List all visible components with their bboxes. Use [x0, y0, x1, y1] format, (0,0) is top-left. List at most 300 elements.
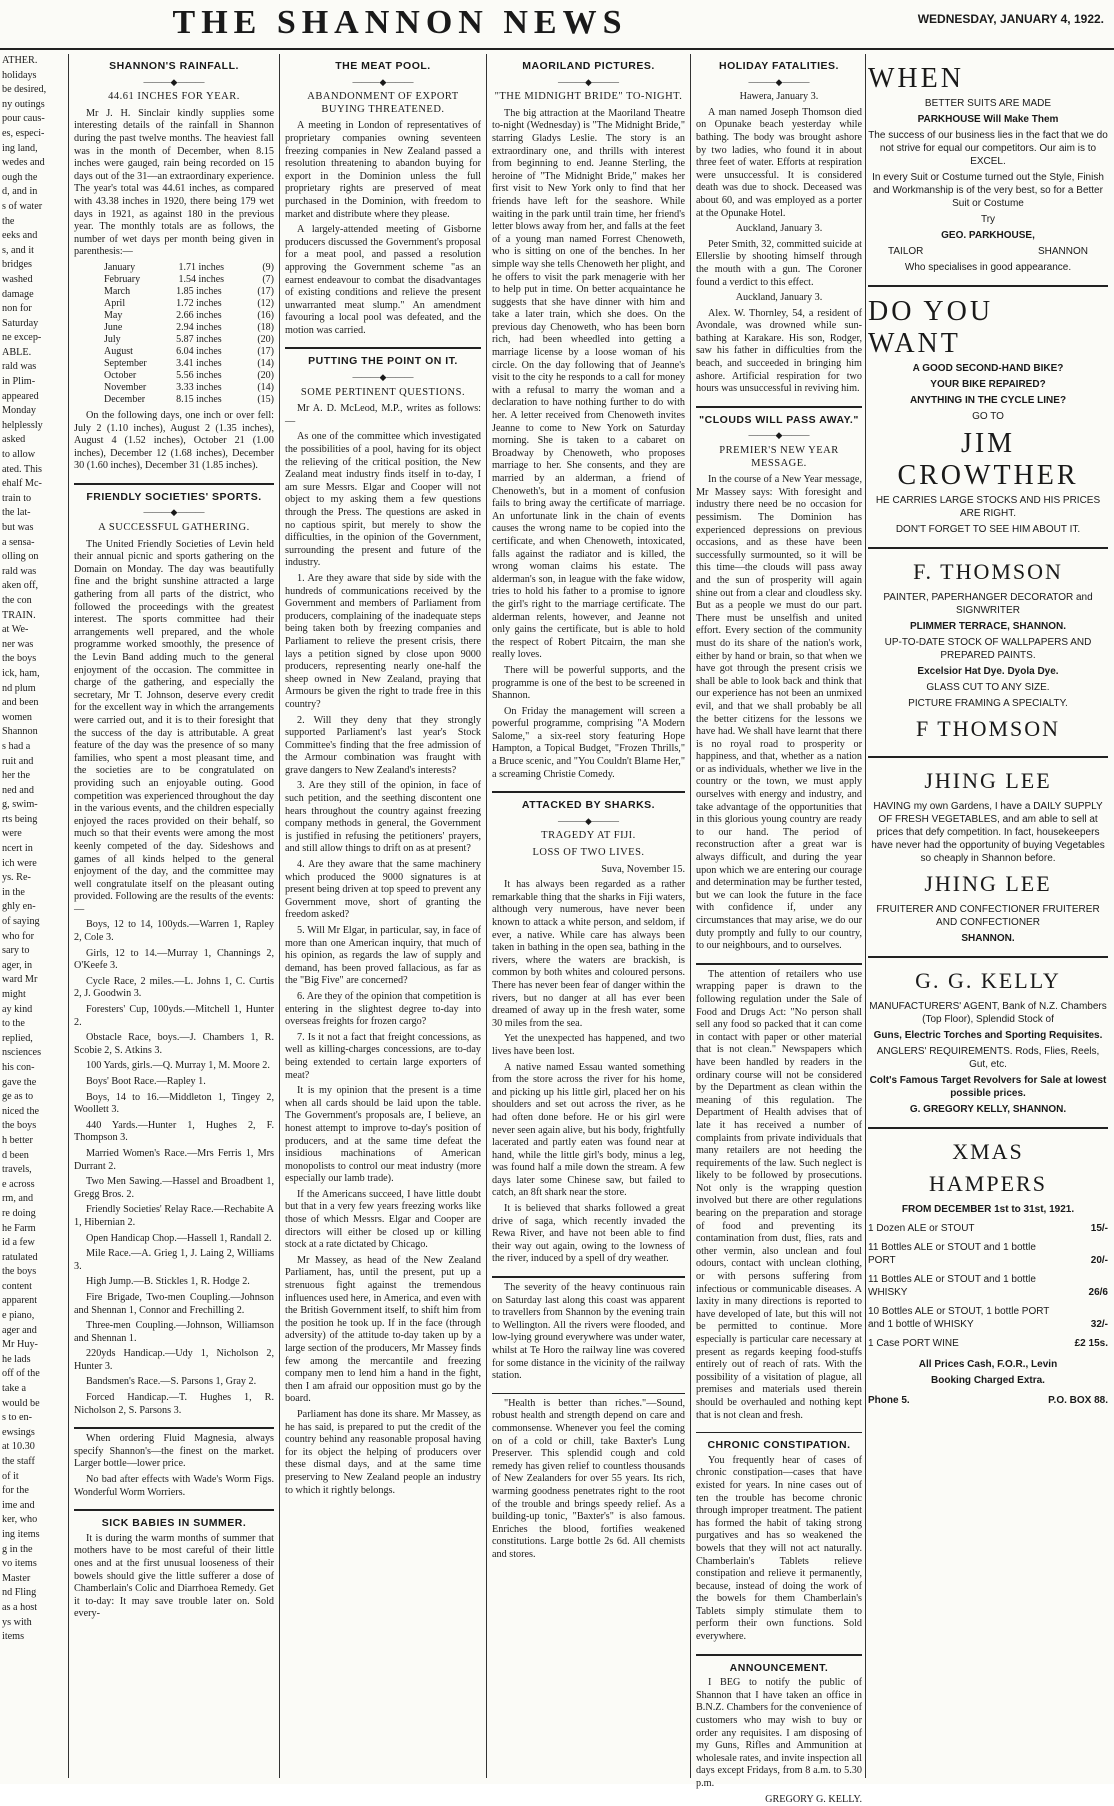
- sports-result: Married Women's Race.—Mrs Ferris 1, Mrs Durrant 2.: [74, 1147, 274, 1172]
- fragment-line: sary to: [2, 945, 30, 957]
- fragment-line: he lads: [2, 1353, 31, 1365]
- sports-result: Cycle Race, 2 miles.—L. Johns 1, C. Curtis 2, J. Goodwin 3.: [74, 975, 274, 1000]
- rainfall-cell: June: [104, 321, 123, 333]
- fragment-line: ing items: [2, 1528, 40, 1540]
- fragment-line: rm, and: [2, 1193, 34, 1205]
- fragment-line: asked: [2, 434, 26, 446]
- fragment-line: ge as to: [2, 1091, 34, 1103]
- divider: [492, 791, 685, 793]
- fragment-line: h better: [2, 1134, 33, 1146]
- sharks-subheading-2: LOSS OF TWO LIVES.: [532, 847, 645, 859]
- ornament: ———◆———: [143, 76, 205, 87]
- fragment-line: items: [2, 1631, 25, 1643]
- hamper-price: 26/6: [1088, 1287, 1108, 1298]
- hamper-description: 1 Case PORT WINE: [868, 1338, 959, 1349]
- advert-text: BETTER SUITS ARE MADE: [924, 98, 1052, 109]
- ornament: ———◆———: [748, 76, 810, 87]
- fragment-line: might: [2, 989, 26, 1000]
- fragment-line: content: [2, 1280, 32, 1292]
- fragment-line: e across: [2, 1178, 35, 1190]
- rainfall-row: [104, 262, 274, 274]
- divider: [74, 483, 274, 485]
- rainfall-row: [104, 310, 274, 322]
- point-heading: PUTTING THE POINT ON IT.: [308, 355, 458, 368]
- advert-text: Try: [980, 214, 996, 225]
- fragment-line: travels,: [2, 1164, 32, 1176]
- rainfall-cell: 5.56 inches: [176, 369, 222, 381]
- rainfall-cell: May: [104, 309, 123, 321]
- fragment-line: to the: [2, 1018, 25, 1030]
- meat-text-2: A largely-attended meeting of Gisborne producers discussed the Government's proposal for a meat pool, and passed a resolution approving the Government scheme "as an earnest endeavour to combat the disadvantages of existing conditions and relieve the present unwarranted meat slump." An amendment favouring a local pool was defeated, and the motion was carried.: [285, 224, 481, 336]
- column-rule: [68, 54, 69, 1778]
- maoriland-text: The big attraction at the Maoriland Theatre to-night (Wednesday) is "The Midnight Bride," starring Gladys Leslie. The story is an extraordinary one, and thrills with interest from beginning to end. Jeanne Sterling, the heroine of "The Midnight Bride," makes her first visit to New York only to find that her friends have left for the seashore. While waiting in the park until train time, her friend's letter blows away from her, and falls at the feet of a young man named Forrest Chenoweth, who is sitting on one of the benches. In her simple way she tells Chenoweth her plight, and he offers to visit the park menagerie with her to help put in time. On better acquaintance he suggests that she have dinner with him and take a later train, which she does. On the previous day Chenoweth, who has been born rich, had been wheedled into getting a marriage license by a loose woman of his circle. On the day following that of Jeanne's visit to the city he responds to a call for money with a refusal to marry the woman and a declaration to have nothing further to do with her. A letter received from Chenoweth invites Jeanne to come to New York on Saturday morning. She is taken to a cabaret on Broadway by Chenoweth, who proposes marriage to her. She consents, and they are married by an alderman, a friend of Chenoweth's, but in a moment of confusion fails to bring away the certificate of marriage. An unfortunate link in the chain of events causes the wrong name to be copied into the certificate, and when Chenoweth, intoxicated, falls against the radiator and is killed, the wrong woman claims his estate. The alderman's son, in league with the fake widow, tries to hold his father to a promise to ignore the girl's right to the marriage certificate. The alderman relents, however, and Jeanne not only gains the certificate, but is able to hold the respect of Robert Pitcairn, the man she really loves.: [492, 107, 685, 661]
- advert-headline: JHING LEE: [924, 768, 1052, 793]
- point-subheading: SOME PERTINENT QUESTIONS.: [300, 386, 466, 398]
- fragment-line: non for: [2, 303, 32, 315]
- fragment-line: s of water: [2, 200, 43, 212]
- fragment-line: bridges: [2, 259, 32, 271]
- advert-text: HE CARRIES LARGE STOCKS AND HIS PRICES ARE RIGHT.: [875, 495, 1101, 519]
- fragment-line: holidays: [2, 69, 37, 81]
- fragment-line: ager and: [2, 1324, 37, 1336]
- fragment-line: his con-: [2, 1061, 35, 1073]
- fragment-line: replied,: [2, 1032, 33, 1044]
- ornament: ———◆———: [143, 507, 205, 518]
- fragment-line: g, swim-: [2, 799, 38, 811]
- rainfall-cell: March: [104, 285, 131, 297]
- rainfall-heading: SHANNON'S RAINFALL.: [109, 60, 239, 72]
- maoriland-text-3: On Friday the management will screen a powerful programme, comprising "A Modern Salome," a six-reel story featuring Hope Hampton, a Topical Budget, "Frozen Thrills," a Bruce scenic, and "You Couldn't Blame Her," a screaming Christie Comedy.: [492, 705, 685, 780]
- advert-text: Booking Charged Extra.: [931, 1375, 1045, 1386]
- fragment-line: ratulated: [2, 1251, 38, 1263]
- advert-text: All Prices Cash, F.O.R., Levin: [918, 1359, 1058, 1370]
- meat-text: A meeting in London of representatives of proprietary companies owning seventeen freezing companies in New Zealand passed a resolution threatening to abandon buying for export in the Dominion unless the full proprietary rights are preserved of meat purchased in the Dominion, with freedom to market and distribute where they please.: [285, 120, 481, 220]
- fragment-line: nsciences: [2, 1047, 42, 1059]
- sports-result: Two Men Sawing.—Hassel and Broadbent 1, Gregg Bros. 2.: [74, 1176, 274, 1200]
- sports-result: Obstacle Race, boys.—J. Chambers 1, R. Scobie 2, S. Atkins 3.: [74, 1032, 274, 1056]
- sports-result: Boys, 14 to 16.—Middleton 1, Tingey 2, Woollett 3.: [74, 1091, 274, 1116]
- fragment-line: at 10.30: [2, 1441, 35, 1453]
- phone-number: Phone 5.: [868, 1395, 910, 1406]
- fragment-line: ay kind: [2, 1003, 33, 1015]
- holiday-dateline-3: Auckland, January 3.: [735, 292, 823, 304]
- announcement-text: I BEG to notify the public of Shannon that I have taken an office in B.N.Z. Chambers for the convenience of customers who may wish to buy or order any requisites. I am disposing of my Guns, Rifles and Ammunition at wholesale rates, and invite inspection all days except Fridays, from 8 a.m. to 5.30 p.m.: [696, 1677, 862, 1789]
- rainfall-cell: (14): [257, 381, 274, 393]
- sports-result: Fire Brigade, Two-men Coupling.—Johnson and Shennan 1, Connor and Frechilling 2.: [74, 1291, 274, 1316]
- ornament: ———◆———: [748, 430, 810, 441]
- divider: [492, 1393, 685, 1394]
- point-text: Mr A. D. McLeod, M.P., writes as follows:—: [285, 403, 481, 427]
- advert-headline: HAMPERS: [929, 1171, 1047, 1196]
- advert-text: Guns, Electric Torches and Sporting Requisites.: [873, 1030, 1103, 1041]
- fragment-line: of it: [2, 1470, 19, 1482]
- advert-footer: [868, 1395, 1108, 1406]
- point-text-3: It is my opinion that the present is a time when all cards should be laid upon the table. The Government's proposals are, I believe, an honest attempt to improve to-day's position of producers, and at the same time defeat the insidious machinations of American monopolists to control our meat industry (more especially our lamb trade).: [285, 1085, 481, 1185]
- sports-result: 220yds Handicap.—Udy 1, Nicholson 2, Hunter 3.: [74, 1348, 274, 1372]
- constipation-text: You frequently hear of cases of chronic constipation—cases that have existed for years. In nine cases out of ten the trouble has become chronic through improper treatment. The patient has formed the habit of taking strong purgatives and has so weakened the bowels that they will not act naturally. Chamberlain's Tablets relieve constipation and relieve it permanently, because, instead of doing the work of the bowels for them Chamberlain's Tablets simply stimulate them to perform their own functions. Sold everywhere.: [696, 1454, 862, 1643]
- fragment-line: Monday: [2, 405, 36, 417]
- point-text-5: Mr Massey, as head of the New Zealand Parliament, has, until the present, put up a strenuous fight against the tremendous influences used here, in America, and even with the British Government itself, to shift him from the position he took up. If in the face (through adversity) of the attitude to-day taken up by a large section of the producers, Mr Massey finds few among the mercantile and freezing company men to lend him a hand in the fight, then I am afraid our opposition must go by the board.: [285, 1254, 481, 1405]
- fragment-line: s had a: [2, 740, 31, 752]
- ornament: ———◆———: [558, 76, 619, 87]
- advert-text: PLIMMER TERRACE, SHANNON.: [909, 621, 1067, 632]
- fragment-line: but was: [2, 522, 34, 533]
- fragment-line: be desired,: [2, 84, 47, 96]
- fragment-line: ned and: [2, 784, 34, 796]
- fragment-line: the: [2, 215, 15, 227]
- meat-subheading: ABANDONMENT OF EXPORT BUYING THREATENED.: [307, 91, 459, 115]
- rainfall-cell: October: [104, 369, 137, 381]
- fragment-line: Shannon: [2, 726, 38, 738]
- divider: [696, 406, 862, 408]
- advert-text: PARKHOUSE Will Make Them: [917, 114, 1059, 125]
- clouds-subheading: PREMIER'S NEW YEAR MESSAGE.: [719, 445, 839, 469]
- rainfall-row: [104, 358, 274, 370]
- rainfall-cell: 3.33 inches: [176, 381, 222, 393]
- holiday-text: A man named Joseph Thomson died on Opunake beach yesterday while bathing. The body was brought ashore by two ladies, who found it in about three feet of water. Efforts at respiration were unsuccessful. It is considered death was due to shock. Deceased was about 60, and was employed as a porter at the Opunake Hotel.: [696, 106, 862, 219]
- fragment-line: the boys: [2, 653, 37, 665]
- rainfall-cell: 1.85 inches: [176, 285, 222, 297]
- advert-text: FROM DECEMBER 1st to 31st, 1921.: [901, 1204, 1075, 1215]
- sports-result: Three-men Coupling.—Johnson, Williamson and Shennan 1.: [74, 1320, 274, 1344]
- rainfall-cell: (20): [257, 369, 274, 381]
- fragment-line: her the: [2, 770, 31, 782]
- advert-text: GEO. PARKHOUSE,: [941, 230, 1035, 241]
- rainfall-cell: (15): [257, 393, 274, 405]
- sports-results: [74, 919, 274, 1417]
- fragment-line: ich were: [2, 857, 37, 869]
- rainfall-cell: September: [104, 357, 147, 369]
- advert-text: Colt's Famous Target Revolvers for Sale at lowest possible prices.: [869, 1075, 1107, 1099]
- announcement-heading: ANNOUNCEMENT.: [729, 1661, 829, 1674]
- advert-text: SHANNON.: [961, 933, 1015, 944]
- rain-text: The severity of the heavy continuous rain on Saturday last along this coast was apparent to travellers from Shannon by the evening train to Wellington. All the rivers were flooded, and low-lying ground everywhere was under water, whilst at Te Horo the railway line was covered for some distance in the vicinity of the railway station.: [492, 1282, 685, 1382]
- fragment-column: [2, 54, 64, 1778]
- sports-result: Open Handicap Chop.—Hassell 1, Randall 2.: [86, 1232, 272, 1244]
- fragment-line: and been: [2, 697, 39, 709]
- fragment-line: nd Fling: [2, 1587, 37, 1599]
- divider: [696, 963, 862, 965]
- fragment-line: Mr Huy-: [2, 1339, 38, 1351]
- sports-result: Friendly Societies' Relay Race.—Rechabite A 1, Hibernian 2.: [74, 1204, 274, 1228]
- fragment-line: ehalf Mc-: [2, 478, 42, 490]
- rainfall-cell: 5.87 inches: [176, 333, 222, 345]
- fragment-line: d been: [2, 1149, 29, 1161]
- column-rule: [279, 54, 280, 1778]
- fragment-line: ABLE.: [2, 346, 32, 358]
- advert-tailor-line: [868, 245, 1108, 258]
- maoriland-text-2: There will be powerful supports, and the programme is one of the best to be screened in Shannon.: [492, 664, 685, 702]
- sports-result: Mile Race.—A. Grieg 1, J. Laing 2, Williams 3.: [74, 1248, 274, 1272]
- point-question-1: 1. Are they aware that side by side with the hundreds of communications received by the Government and members of Parliament from producers, complaining of the inadequate steps being taken both by freezing companies and Parliament to relieve the present crisis, there lays a petition signed by close upon 9000 producers, representing nearly one-half the sheep owned in New Zealand, praying that Armours be given the right to trade free in this country?: [285, 572, 481, 710]
- rainfall-cell: 6.04 inches: [176, 345, 222, 357]
- point-question-6: 6. Are they of the opinion that competition is entering in the slightest degree to-day into overseas freights for frozen cargo?: [285, 990, 481, 1028]
- divider: [696, 1654, 862, 1656]
- constipation-heading: CHRONIC CONSTIPATION.: [707, 1439, 851, 1452]
- column-4: [696, 54, 862, 1805]
- sports-result: Boys, 12 to 14, 100yds.—Warren 1, Rapley 2, Cole 3.: [74, 919, 274, 944]
- rainfall-cell: 2.66 inches: [176, 309, 222, 321]
- holiday-text-3: Alex. W. Thornley, 54, a resident of Avondale, was drowned while sun-bathing at Karakare. His son, Rodger, saw his father in difficulties from the beach, and succeeded in bringing him ashore. Artificial respiration for two hours was unsuccessful in reviving him.: [696, 307, 862, 395]
- fragment-line: off of the: [2, 1368, 40, 1380]
- sharks-heading: ATTACKED BY SHARKS.: [521, 799, 656, 812]
- rainfall-row: [104, 394, 274, 406]
- ornament: ———◆———: [558, 815, 619, 826]
- fragment-line: as a host: [2, 1601, 38, 1613]
- advert-headline: F THOMSON: [915, 716, 1061, 741]
- point-text-6: Parliament has done its share. Mr Massey, as he has said, is prepared to put the credit of the country behind any reasonable proposal having for its object the helping of producers over these dismal days, and at the same time preserving to New Zealand people an industry to which it rightly belongs.: [285, 1408, 481, 1496]
- sports-result: Forced Handicap.—T. Hughes 1, R. Nicholson 2, S. Parsons 3.: [74, 1392, 274, 1416]
- sharks-subheading: TRAGEDY AT FIJI.: [541, 830, 636, 842]
- advert-text: G. GREGORY KELLY, SHANNON.: [909, 1104, 1067, 1115]
- fragment-line: rts being: [2, 813, 38, 825]
- fragment-line: eeks and: [2, 230, 38, 242]
- rainfall-cell: August: [104, 345, 133, 357]
- fragment-line: the boys: [2, 1266, 37, 1278]
- fragment-line: gave the: [2, 1076, 37, 1088]
- advert-headline: DO YOU: [868, 296, 994, 327]
- rainfall-cell: (16): [257, 309, 274, 321]
- fragment-line: at We-: [2, 624, 29, 636]
- fragment-line: for the: [2, 1485, 29, 1497]
- fragment-line: washed: [2, 273, 33, 285]
- advert-text: Who specialises in good appearance.: [904, 262, 1072, 273]
- rainfall-text: Mr J. H. Sinclair kindly supplies some interesting details of the rainfall in Shannon during the past twelve months. The heaviest fall was in the month of December, when 8.15 inches were gauged, rain being recorded on 15 days out of the 31—an extraordinary experience. The year's total was 44.61 inches, as compared with 43.38 inches in 1920, there being 179 wet days in 1921, as against 180 in the previous year. The monthly totals are as follows, the number of wet days per month being given in parenthesis:—: [74, 107, 274, 258]
- fragment-line: d, and in: [2, 186, 38, 198]
- sports-result: High Jump.—B. Stickles 1, R. Hodge 2.: [86, 1276, 250, 1288]
- rainfall-cell: December: [104, 393, 146, 405]
- point-text-4: If the Americans succeed, I have little doubt but that in a very few years freezing works like those of which Messrs. Elgar and Cooper are directors will either be closed up or killing stock at a rate dictated by Chicago.: [285, 1188, 481, 1251]
- advert-text: The success of our business lies in the fact that we do not strive for equal our competitors. Our aim is to EXCEL.: [868, 130, 1108, 167]
- point-question-4: 4. Are they aware that the same machinery which produced the 9000 signatures is at present being driven at top speed to prevent any Government move, short of granting the freedom asked?: [285, 859, 481, 921]
- fragment-line: the lat-: [2, 507, 31, 519]
- advert-headline: CROWTHER: [897, 460, 1079, 491]
- fragment-line: ruit and: [2, 755, 34, 767]
- advert-text: HAVING my own Gardens, I have a DAILY SUPPLY OF FRESH VEGETABLES, and am able to sell at prices that defy competition. In fact, housekeepers have never had the opportunity of buying Vegetables so cheaply in Shannon before.: [871, 801, 1105, 864]
- fragment-line: of saying: [2, 916, 40, 928]
- advert-headline: WANT: [868, 328, 961, 359]
- fragment-line: ward Mr: [2, 974, 38, 986]
- sports-result: Bandsmen's Race.—S. Parsons 1, Gray 2.: [86, 1376, 257, 1388]
- rainfall-cell: 2.94 inches: [176, 321, 222, 333]
- hamper-price-list: [868, 1222, 1108, 1350]
- advert-text: A GOOD SECOND-HAND BIKE?: [912, 363, 1064, 374]
- fragment-line: ated. This: [2, 463, 42, 475]
- fragment-line: women: [2, 711, 32, 723]
- hamper-item: [868, 1305, 1108, 1331]
- fragment-line: pour caus-: [2, 113, 45, 125]
- advert-text: YOUR BIKE REPAIRED?: [930, 379, 1046, 390]
- hamper-description: 11 Bottles ALE or STOUT and 1 bottle WHISKY: [868, 1274, 1036, 1298]
- fragment-line: ncert in: [2, 843, 33, 855]
- rainfall-cell: April: [104, 297, 126, 309]
- rainfall-row: [104, 286, 274, 298]
- fragment-line: g in the: [2, 1543, 33, 1555]
- rainfall-table: [104, 262, 274, 406]
- rainfall-cell: 1.71 inches: [178, 261, 225, 273]
- rainfall-row: [104, 274, 274, 286]
- fragment-line: ys. Re-: [2, 872, 31, 884]
- sharks-text-2: Yet the unexpected has happened, and two lives have been lost.: [492, 1033, 685, 1057]
- jhing-lee-advert: [868, 758, 1108, 958]
- fragment-line: take a: [2, 1383, 27, 1395]
- fragment-line: Saturday: [2, 317, 39, 329]
- po-box: P.O. BOX 88.: [1048, 1395, 1108, 1406]
- fragment-line: vo items: [2, 1558, 37, 1570]
- fragment-line: in the: [2, 886, 25, 898]
- thomson-advert: [868, 549, 1108, 758]
- magnesia-notice: When ordering Fluid Magnesia, always specify Shannon's—the finest on the market. Larger bottle—lower price.: [74, 1433, 274, 1470]
- fragment-line: id a few: [2, 1237, 35, 1249]
- advert-text: DON'T FORGET TO SEE HIM ABOUT IT.: [895, 524, 1081, 535]
- divider: [696, 1432, 862, 1433]
- fragment-line: Master: [2, 1572, 31, 1584]
- fragment-line: ny outings: [2, 98, 45, 110]
- clouds-heading: "CLOUDS WILL PASS AWAY.": [699, 413, 859, 426]
- hamper-item: [868, 1222, 1108, 1235]
- advert-text: MANUFACTURERS' AGENT, Bank of N.Z. Chambers (Top Floor), Splendid Stock of: [869, 1001, 1107, 1025]
- divider: [285, 347, 481, 349]
- fragment-line: ys with: [2, 1616, 32, 1628]
- announcement-signature: GREGORY G. KELLY.: [765, 1793, 862, 1805]
- hamper-description: 11 Bottles ALE or STOUT and 1 bottle PORT: [868, 1242, 1036, 1266]
- advert-headline: XMAS: [952, 1139, 1024, 1164]
- advert-text: GLASS CUT TO ANY SIZE.: [926, 682, 1050, 693]
- fragment-line: a sensa-: [2, 536, 35, 548]
- fragment-line: re doing: [2, 1207, 36, 1219]
- sharks-dateline: Suva, November 15.: [601, 863, 685, 875]
- fragment-line: he Farm: [2, 1222, 36, 1234]
- rainfall-cell: July: [104, 333, 121, 345]
- rainfall-cell: 1.54 inches: [178, 273, 225, 285]
- advert-headline: F. THOMSON: [913, 559, 1063, 584]
- advert-text: FRUITERER AND CONFECTIONER FRUITERER AND CONFECTIONER: [876, 904, 1100, 928]
- rainfall-cell: February: [104, 273, 141, 285]
- fragment-line: in Plim-: [2, 376, 36, 388]
- rainfall-cell: 8.15 inches: [176, 393, 222, 405]
- fragment-line: ATHER.: [2, 55, 38, 66]
- rainfall-cell: November: [104, 381, 147, 393]
- advert-text: PAINTER, PAPERHANGER DECORATOR and SIGNWRITER: [883, 592, 1093, 616]
- rainfall-cell: January: [104, 261, 136, 273]
- rainfall-subheading: 44.61 INCHES FOR YEAR.: [108, 91, 240, 103]
- advert-text: ANGLERS' REQUIREMENTS. Rods, Flies, Reels, Gut, etc.: [876, 1046, 1100, 1070]
- fragment-line: TRAIN.: [2, 609, 36, 621]
- advert-text: SHANNON: [1037, 246, 1088, 257]
- fragment-line: rald was: [2, 565, 37, 577]
- fragment-line: were: [2, 828, 22, 840]
- column-rule: [690, 54, 691, 1778]
- advert-text: GO TO: [972, 411, 1004, 422]
- fragment-line: s, and it: [2, 244, 34, 256]
- divider: [74, 1427, 274, 1429]
- retail-text: The attention of retailers who use wrapping paper is drawn to the following regulation under the Sale of Food and Drugs Act: "No person shall sell any food so packed that it can come in contact with paper or other material that is not clean." Newspapers which have been handled by readers in the ordinary course will not be considered by the Department as clean within the meaning of this regulation. The Department of Health advises that of late it has received a number of complaints from private individuals that many retailers are not heeding the requirements of the law. Such neglect is likely to be followed by prosecutions. Not only is the wrapping question involved but there are other regulations bearing on the preparation and storage of food and preventing its contamination from dust, flies, rats and other vermin, also unclean and foul odours, contact with unclean clothing, or with persons suffering from infectious or communicable diseases. A laxity in many directions is reported to have developed of late, but this will not be permitted to continue. More especially is particular care necessary at present as regards keeping food-stuffs entirely out of reach of rats. With the possibility of a visitation of plague, all premises and materials used therein should be overhauled and nothing kept that is not clean and fresh.: [696, 968, 862, 1421]
- rainfall-cell: 1.72 inches: [176, 297, 222, 309]
- fragment-line: ner was: [2, 638, 34, 650]
- hamper-item: [868, 1273, 1108, 1299]
- hamper-item: [868, 1241, 1108, 1267]
- rainfall-cell: (7): [262, 273, 274, 285]
- rainfall-cell: (17): [257, 345, 274, 357]
- fragment-line: rald was: [2, 361, 37, 373]
- rainfall-row: [104, 382, 274, 394]
- fragment-line: would be: [2, 1397, 40, 1409]
- fragment-line: ker, who: [2, 1514, 38, 1526]
- advert-text: TAILOR: [888, 246, 924, 257]
- rainfall-cell: 3.41 inches: [176, 357, 222, 369]
- rainfall-row: [104, 370, 274, 382]
- hamper-description: 10 Bottles ALE or STOUT, 1 bottle PORT and 1 bottle of WHISKY: [868, 1306, 1050, 1330]
- rainfall-cell: (18): [257, 321, 274, 333]
- fragment-line: apparent: [2, 1295, 38, 1307]
- column-3: [492, 54, 685, 1778]
- advert-text: UP-TO-DATE STOCK OF WALLPAPERS AND PREPARED PAINTS.: [884, 637, 1092, 661]
- fragment-line: ghly en-: [2, 901, 36, 913]
- sports-result: 440 Yards.—Hunter 1, Hughes 2, F. Thompson 3.: [74, 1119, 274, 1144]
- kelly-advert: [868, 958, 1108, 1129]
- holiday-dateline-1: Hawera, January 3.: [739, 91, 819, 103]
- fragment-line: ime and: [2, 1499, 35, 1511]
- divider: [74, 1509, 274, 1511]
- hamper-item: [868, 1337, 1108, 1350]
- holiday-dateline-2: Auckland, January 3.: [735, 223, 823, 235]
- fragment-line: damage: [2, 288, 34, 300]
- fragment-line: ick, ham,: [2, 667, 40, 679]
- fragment-line: the boys: [2, 1120, 37, 1132]
- sports-subheading: A SUCCESSFUL GATHERING.: [98, 522, 250, 534]
- sports-heading: FRIENDLY SOCIETIES' SPORTS.: [86, 490, 262, 503]
- newspaper-title: THE SHANNON NEWS: [172, 4, 628, 41]
- clouds-text: In the course of a New Year message, Mr Massey says: With foresight and industry there need be no occasion for pessimism. The Dominion has experienced depressions on previous occasions, and as these have been successfully surmounted, so it will be this time—the clouds will pass away and the sun of prosperity will again shine out from a clear and cloudless sky. But as a people we must do our part. There must be unselfish and united effort. Every section of the community must do its share of the nation's work, either by hand or brain, so that when we have got through the present crisis we shall be able to look back and think that our experience has not been an unmixed evil, and that we shall probably be all the better citizens for the lessons we have had. We shall have learnt that there is no royal road to prosperity or happiness, and that, whether as a nation or as individuals, whether we live in the country or the town, we must apply ourselves with energy and industry, and take advantage of the opportunities that in this glorious young country are ready to our hand. The period of reconstruction after a great war is always difficult, and during the year upon which we are entering our courage and determination may be further tested, but we can look the future in the face with confidence if, under any circumstances that may arise, we do our duty promptly and fully to our country, to our neighbours, and to ourselves.: [696, 474, 862, 952]
- point-text-2: As one of the committee which investigated the possibilities of a pool, having for its object the relieving of the critical position, the New Zealand meat industry finds itself in to-day, I am sure Messrs. Elgar and Cooper will not object to my asking them a few questions through the Press. The questions are asked in no captious spirit, but merely to show the difficulties, in the opinion of the Government, surrounding the present and future of the industry.: [285, 431, 481, 569]
- fragment-line: nd plum: [2, 682, 36, 694]
- ornament: ———◆———: [352, 372, 414, 383]
- worm-notice: No bad after effects with Wade's Worm Figs. Wonderful Worm Worriers.: [74, 1474, 274, 1498]
- fragment-line: helplessly: [2, 419, 43, 431]
- advert-text: ANYTHING IN THE CYCLE LINE?: [909, 395, 1067, 406]
- rainfall-row: [104, 298, 274, 310]
- ornament: ———◆———: [352, 76, 414, 87]
- sports-result: Boys' Boot Race.—Rapley 1.: [86, 1076, 206, 1087]
- rainfall-row: [104, 346, 274, 358]
- advert-headline: JHING LEE: [924, 871, 1052, 896]
- fragment-line: ing land,: [2, 142, 38, 154]
- fragment-line: the staff: [2, 1456, 35, 1467]
- advert-headline: JIM: [960, 428, 1016, 459]
- rainfall-cell: (17): [257, 285, 274, 297]
- fragment-line: niced the: [2, 1105, 40, 1117]
- rainfall-row: [104, 322, 274, 334]
- rainfall-cell: (9): [262, 261, 274, 273]
- hamper-price: 15/-: [1090, 1223, 1108, 1234]
- divider: [492, 1276, 685, 1278]
- sports-result: Girls, 12 to 14.—Murray 1, Channings 2, O'Keefe 3.: [74, 947, 274, 972]
- fragment-line: wedes and: [2, 157, 45, 169]
- column-rule: [865, 54, 866, 1778]
- column-1: [74, 54, 274, 1778]
- advert-text: In every Suit or Costume turned out the Style, Finish and Workmanship is of the very best, so for a Better Suit or Costume: [872, 172, 1104, 209]
- sports-result: 100 Yards, girls.—Q. Murray 1, M. Moore 2.: [86, 1060, 270, 1072]
- babies-text: It is during the warm months of summer that mothers have to be most careful of their little ones and at the first unusual looseness of their bowels should give the little sufferer a dose of Chamberlain's Colic and Diarrhoea Remedy. Get it to-day: It may save trouble later on. Sold every-: [74, 1532, 274, 1620]
- hamper-price: 20/-: [1090, 1255, 1108, 1266]
- holiday-text-2: Peter Smith, 32, committed suicide at Ellerslie by shooting himself through the mouth with a gun. The Coroner found a verdict to this effect.: [696, 238, 862, 288]
- maoriland-heading: MAORILAND PICTURES.: [522, 60, 655, 72]
- rainfall-cell: (12): [257, 297, 274, 309]
- sports-text: The United Friendly Societies of Levin held their annual picnic and sports gathering on the Domain on Monday. The day was beautifully fine and the bright sunshine attracted a large gathering from all parts of the district, who followed the proceedings with the greatest interest. The sports committee had their arrangements well prepared, and the whole programme worked smoothly, the presence of the Levin Band adding much to the general enjoyment of the occasion. The committee in charge of the gathering, and especially the secretary, Mr T. Johnson, deserve every credit for the excellent way in which the arrangements were carried out, and it is to their foresight that the success of the day is attributable. A great feature of the day was the presence of so many families, who spent a most pleasant time, and the societies are to be congratulated on providing such an enjoyable outing. Good competition was experienced throughout the day in the various events, and the children especially enjoyed the races provided on their behalf, so much so that their events were among the most keenly competed of the day. Sideshows and games of all kinds helped to the general enjoyment of the day, and the committee may well congratulate itself on the pleasant outing provided. Following are the results of the events:—: [74, 538, 274, 915]
- rainfall-cell: (20): [257, 333, 274, 345]
- rainfall-cell: (14): [257, 357, 274, 369]
- babies-heading: SICK BABIES IN SUMMER.: [101, 1517, 247, 1530]
